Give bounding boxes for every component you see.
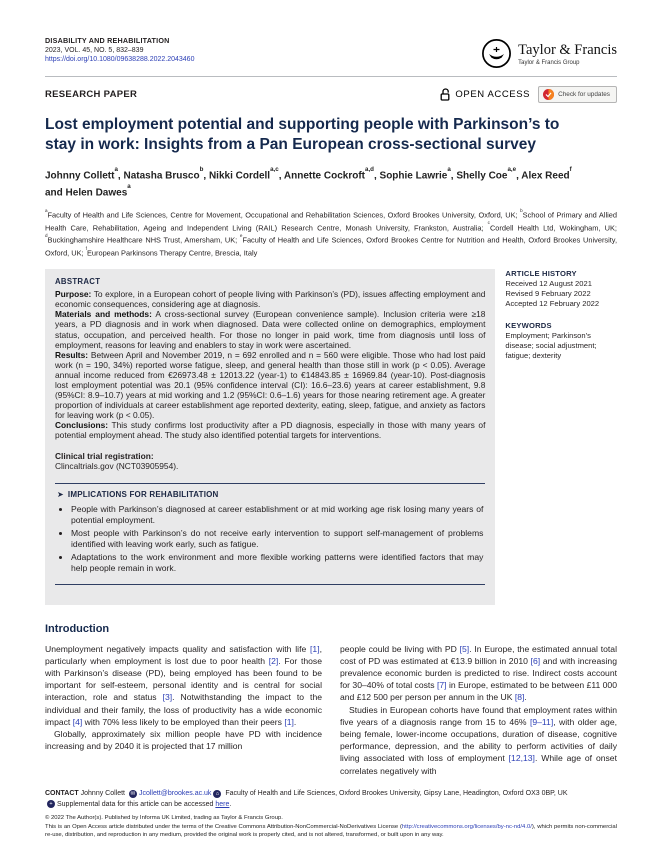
abstract-paragraph-results <box>55 350 485 421</box>
affil-text: Faculty of Health and Life Sciences, Oxford Brookes Centre for Nutrition and Health, Oxford Brookes University, Oxford, UK; <box>45 235 617 258</box>
affil-text: Cordell Health Ltd, Wokingham, UK; <box>489 223 617 232</box>
citation-link[interactable]: [12,13] <box>508 753 535 764</box>
citation-link[interactable]: [1] <box>284 716 294 727</box>
affil-sup: c <box>487 220 490 226</box>
doi-link[interactable]: https://doi.org/10.1080/09638288.2022.2043460 <box>45 56 195 63</box>
history-item: Revised 9 February 2022 <box>505 289 591 299</box>
citation-link[interactable]: [8] <box>514 692 525 703</box>
history-item: Accepted 12 February 2022 <box>505 299 600 309</box>
abstract-paragraph-purpose <box>55 289 485 309</box>
author-name: Sophie Lawrie <box>379 170 448 182</box>
author-separator: , <box>373 170 380 182</box>
affiliations <box>45 208 617 260</box>
check-for-updates-button[interactable] <box>538 86 617 103</box>
keywords-text: Employment; Parkinson’s disease; social adjustment; fatigue; dexterity <box>505 331 597 361</box>
volume-info: 2023, VOL. 45, NO. 5, 832–839 <box>45 46 144 54</box>
abstract-paragraph-methods <box>55 309 485 349</box>
affil-sup: b <box>520 207 523 213</box>
keywords-heading: KEYWORDS <box>505 321 552 331</box>
author-affil-sup: a,c <box>270 166 279 174</box>
body-paragraph: Studies in European cohorts have found that employment rates within five years of a diagnosis range from 15 to 46% [9–11], with older age, being female, lower-income occupations, duration of disease, cognitive performance, depression, and the ability to perform activities of daily living associated with loss of employment [12,13]. While age of onset correlates negatively with <box>340 704 617 776</box>
abstract-text: Between April and November 2019, n = 692 enrolled and n = 560 were eligible. Those who had lost paid work (n = 190, 34%) reported worse fatigue, sleep, and general health than those still in work (p < 0.05). Average annual income reduced from €26973.48 ± 12013.22 (year-1) to €14843.85 ± 16969.84 (year-10). Post-diagnosis lost employment potential was 20.1 (95% confidence interval (CI): 16.6–23.6) years at career establishment, 9.8 (95%CI: 8.9–10.7) years at mid working and 1.2 (95%CI: 0.6–1.6) years for those nearing retirement age. A greater proportion of individuals at career establishment age reported dexterity, eating, sleep, fatigue, and anxiety as factors for leaving work (p < 0.05). <box>55 349 486 421</box>
citation-link[interactable]: [4] <box>72 716 83 727</box>
author-name: Annette Cockroft <box>283 170 366 182</box>
citation-link[interactable]: [6] <box>530 655 541 666</box>
body-paragraph: Unemployment negatively impacts quality and satisfaction with life [1], particularly when employment is lost due to poor health [2]. For those with Parkinson’s disease (PD), being employed has been found to be important for self-esteem, personal identity and is central for social interaction, role and status [3]. Notwithstanding the impact to the individual and their family, the loss of productivity has a wide economic impact [4] with 70% less likely to be employed than their peers [1]. <box>45 643 323 727</box>
contact-address: Faculty of Health and Life Sciences, Oxford Brookes University, Gipsy Lane, Headington, Oxford OX3 0BP, UK <box>223 790 568 798</box>
introduction-heading: Introduction <box>45 622 110 635</box>
journal-header <box>45 36 617 69</box>
abstract-text: To explore, in a European cohort of people living with Parkinson’s (PD), issues affecting employment and economic consequences, considering age at diagnosis. <box>55 289 486 310</box>
abstract-text: This study confirms lost productivity after a PD diagnosis, especially in those with many years of potential employment ahead. The study also identified potential targets for interventions. <box>55 420 486 441</box>
header-divider <box>45 76 617 77</box>
citation-link[interactable]: [3] <box>162 692 173 703</box>
body-paragraph: people could be living with PD [5]. In Europe, the estimated annual total cost of PD was estimated at €13.9 billion in 2010 [6] and with increasing prevalence economic burden is predicted to rise. Indirect costs account for 30–40% of total costs [7] in Europe, estimated to be between £11 000 and £12 500 per person per annum in the UK [8]. <box>340 643 617 703</box>
email-icon: ✉ <box>130 790 136 797</box>
abstract-label: Results: <box>55 349 89 360</box>
authors-line <box>45 166 617 200</box>
affil-text: Faculty of Health and Life Sciences, Centre for Movement, Occupational and Rehabilitation Sciences, Oxford Brookes University, Oxford, UK; <box>47 210 521 220</box>
author-name: and Helen Dawes <box>45 187 128 199</box>
implication-bullet: • Adaptations to the work environment and more flexible working patterns were identified factors that may help people remain in work. <box>71 552 483 574</box>
affil-sup: e <box>239 233 243 239</box>
research-paper-label: RESEARCH PAPER <box>45 89 138 100</box>
author-affil-sup: a,d <box>365 166 374 174</box>
author-separator: , <box>278 170 284 182</box>
citation-link[interactable]: [7] <box>437 680 447 691</box>
author-separator: , <box>516 170 522 182</box>
affil-text: European Parkinsons Therapy Centre, Brescia, Italy <box>86 248 258 258</box>
license-text <box>45 823 617 839</box>
implication-bullet: • People with Parkinson’s diagnosed at career establishment or at mid working age risk losing many years of potential employment. <box>71 504 483 526</box>
author-separator: , <box>203 170 209 182</box>
clinical-trial-heading: Clinical trial registration: <box>55 450 154 461</box>
author-name: Natasha Brusco <box>123 170 200 182</box>
license-pre: This is an Open Access article distributed under the terms of the Creative Commons Attribution-NonCommercial-NoDerivatives License ( <box>45 823 402 830</box>
body-paragraph: Globally, approximately six million people have PD with incidence increasing and by 2040 it is projected that 17 million <box>45 729 322 752</box>
license-post: ), which permits non-commercial re-use, distribution, and reproduction in any medium, provided the original work is properly cited, and is not altered, transformed, or built upon in any way. <box>45 823 617 838</box>
author-name: Johnny Collett <box>45 170 115 182</box>
copyright-text: © 2022 The Author(s). Published by Informa UK Limited, trading as Taylor & Francis Group. <box>45 815 283 822</box>
intro-column-right <box>340 643 617 777</box>
article-footer <box>45 789 617 839</box>
clinical-trial-text: Clincaltrials.gov (NCT03905954). <box>55 460 179 471</box>
full-stop: . <box>229 800 232 808</box>
author-name: Nikki Cordell <box>208 170 271 182</box>
open-access-lock-icon <box>440 88 451 101</box>
affil-sup: f <box>85 246 87 252</box>
supplemental-text: Supplemental data for this article can be accessed <box>57 800 216 808</box>
open-access-label: OPEN ACCESS <box>455 89 531 100</box>
check-updates-label: Check for updates <box>558 91 610 98</box>
affil-sup: a <box>45 207 48 213</box>
implications-panel <box>55 483 485 585</box>
implication-bullet: • Most people with Parkinson’s do not receive early intervention to support self-management of problems identified with leaving work early, such as fatigue. <box>71 528 483 550</box>
affil-text: School of Primary and Allied Health Care, Rehabilitation, Ageing and Independent Living (RAIL) Research Centre, Monash University, Frankston, Australia; <box>45 210 617 232</box>
citation-link[interactable]: [9–11] <box>529 716 554 727</box>
intro-column-left <box>45 643 322 777</box>
license-url-link[interactable]: http://creativecommons.org/licenses/by-nc-nd/4.0/ <box>401 823 532 830</box>
abstract-label: Purpose: <box>55 289 92 300</box>
contact-email-link[interactable]: Jcollett@brookes.ac.uk <box>138 790 212 798</box>
author-separator: , <box>117 170 124 182</box>
author-affil-sup: a <box>127 183 131 191</box>
citation-link[interactable]: [1] <box>310 643 320 654</box>
abstract-label: Materials and methods: <box>55 309 152 320</box>
publisher-logo <box>481 38 617 69</box>
affil-text: Buckinghamshire Healthcare NHS Trust, Amersham, UK; <box>47 235 240 245</box>
abstract-heading: ABSTRACT <box>55 277 101 287</box>
author-affil-sup: a <box>447 166 451 174</box>
article-title: Lost employment potential and supporting people with Parkinson’s to stay in work: Insights from a Pan European cross-sectional survey <box>45 116 560 153</box>
supplemental-here-link[interactable]: here <box>215 800 230 808</box>
author-affil-sup: f <box>569 166 572 174</box>
author-name: Shelly Coe <box>456 170 508 182</box>
contact-line <box>45 789 617 810</box>
author-affil-sup: a,e <box>507 166 517 174</box>
publisher-name: Taylor & Francis <box>518 41 617 58</box>
abstract-paragraph-conclusions <box>55 420 485 440</box>
publisher-subtitle: Taylor & Francis Group <box>518 59 580 66</box>
citation-link[interactable]: [5] <box>459 643 470 654</box>
implications-heading: IMPLICATIONS FOR REHABILITATION <box>67 489 219 499</box>
author-separator: , <box>450 170 457 182</box>
author-name: Alex Reed <box>521 170 570 182</box>
abstract-panel <box>45 269 495 605</box>
abstract-text: A cross-sectional survey (European convenience sample). Inclusion criteria were ≥18 years, a PD diagnosis and in work when diagnosed. Data were collected online on demographics, employment status, occupation, and perceived health. For those no longer in paid work, time from diagnosis until loss of employment, reasons for leaving and enablers to stay in work were ascertained. <box>55 309 486 350</box>
article-info-sidebar <box>505 269 617 605</box>
supplemental-icon: + <box>47 800 55 808</box>
address-icon: ⌂ <box>213 790 221 798</box>
implications-arrow-icon: ➤ <box>57 489 64 499</box>
crossmark-icon <box>543 89 554 100</box>
author-affil-sup: a <box>114 166 118 174</box>
contact-label: CONTACT <box>45 790 79 798</box>
affil-sup: d <box>45 233 48 239</box>
article-history-heading: ARTICLE HISTORY <box>505 269 577 279</box>
taylor-francis-ship-icon <box>481 38 512 69</box>
journal-name: DISABILITY AND REHABILITATION <box>45 36 170 45</box>
abstract-label: Conclusions: <box>55 420 109 431</box>
author-affil-sup: b <box>199 166 204 174</box>
citation-link[interactable]: [2] <box>268 655 279 666</box>
contact-name: Johnny Collett <box>78 790 127 798</box>
history-item: Received 12 August 2021 <box>505 279 592 289</box>
